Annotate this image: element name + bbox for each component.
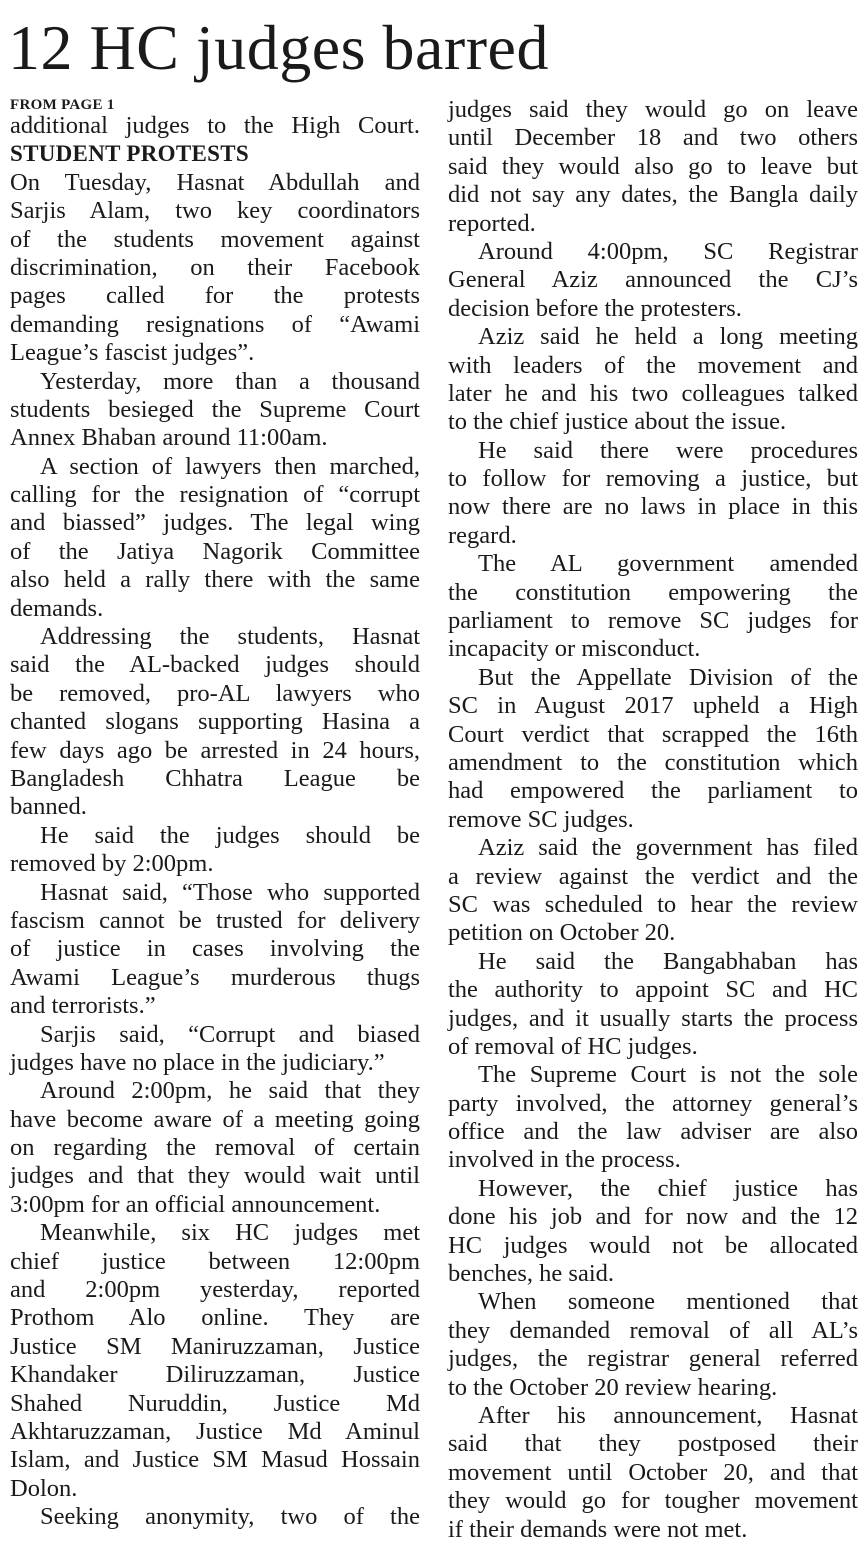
text-line: Court verdict that scrapped the 16th	[448, 720, 858, 748]
subhead: STUDENT PROTESTS	[10, 141, 249, 167]
text-line: movement until October 20, and that	[448, 1458, 858, 1486]
text-line: of removal of HC judges.	[448, 1032, 698, 1060]
text-line: A section of lawyers then marched,	[40, 452, 420, 480]
text-line: they would go for tougher movement	[448, 1487, 858, 1515]
text-line: banned.	[10, 793, 87, 821]
text-line: Hasnat said, “Those who supported	[40, 878, 420, 906]
text-line: Around 2:00pm, he said that they	[40, 1077, 420, 1105]
paragraph	[448, 1402, 858, 1544]
text-line: reported.	[448, 209, 536, 237]
text-line: few days ago be arrested in 24 hours,	[10, 736, 420, 764]
paragraph	[448, 96, 858, 238]
text-line: decision before the protesters.	[448, 294, 742, 322]
paragraph	[10, 623, 420, 822]
paragraphs	[448, 96, 858, 1544]
paragraph	[10, 1021, 420, 1078]
text-line: of the Jatiya Nagorik Committee	[10, 537, 420, 565]
paragraph	[10, 368, 420, 453]
text-line: on regarding the removal of certain	[10, 1134, 420, 1162]
text-line: discrimination, on their Facebook	[10, 253, 420, 281]
article-column-right	[448, 96, 858, 1544]
text-line: He said the Bangabhaban has	[478, 947, 858, 975]
text-line: have become aware of a meeting going	[10, 1105, 420, 1133]
text-line: Addressing the students, Hasnat	[40, 623, 420, 651]
text-line: demanding resignations of “Awami	[10, 310, 420, 338]
text-line: HC judges would not be allocated	[448, 1231, 858, 1259]
text-line: the constitution empowering the	[448, 578, 858, 606]
text-line: judges, the registrar general referred	[448, 1345, 858, 1373]
text-line: But the Appellate Division of the	[478, 663, 858, 691]
text-line: said the AL-backed judges should	[10, 651, 420, 679]
text-line: and biassed” judges. The legal wing	[10, 509, 420, 537]
paragraph	[10, 169, 420, 368]
text-line: benches, he said.	[448, 1260, 614, 1288]
text-line: chief justice between 12:00pm	[10, 1247, 420, 1275]
text-line: Shahed Nuruddin, Justice Md	[10, 1389, 420, 1417]
text-line: did not say any dates, the Bangla daily	[448, 181, 858, 209]
text-line: judges and that they would wait until	[10, 1162, 420, 1190]
paragraph	[448, 323, 858, 437]
text-line: if their demands were not met.	[448, 1515, 748, 1543]
paragraph	[448, 437, 858, 551]
text-line: Sarjis said, “Corrupt and biased	[40, 1020, 420, 1048]
text-line: they demanded removal of all AL’s	[448, 1316, 858, 1344]
text-line: amendment to the constitution which	[448, 748, 858, 776]
text-line: pages called for the protests	[10, 282, 420, 310]
text-line: Khandaker Diliruzzaman, Justice	[10, 1361, 420, 1389]
text-line: Yesterday, more than a thousand	[40, 367, 420, 395]
paragraph	[10, 1503, 420, 1531]
text-line: General Aziz announced the CJ’s	[448, 266, 858, 294]
text-line: with leaders of the movement and	[448, 351, 858, 379]
text-line: of justice in cases involving the	[10, 935, 420, 963]
text-line: When someone mentioned that	[478, 1288, 858, 1316]
text-line: Dolon.	[10, 1474, 78, 1502]
text-line: to the chief justice about the issue.	[448, 408, 787, 436]
from-page-label: FROM PAGE 1	[10, 97, 115, 113]
paragraph	[10, 453, 420, 623]
paragraph	[448, 550, 858, 664]
text-line: office and the law adviser are also	[448, 1118, 858, 1146]
paragraph	[448, 664, 858, 834]
paragraph	[10, 879, 420, 1021]
text-line: Seeking anonymity, two of the	[40, 1503, 420, 1531]
text-line: Meanwhile, six HC judges met	[40, 1219, 420, 1247]
text-line: later he and his two colleagues talked	[448, 379, 858, 407]
text-line: chanted slogans supporting Hasina a	[10, 708, 420, 736]
text-line: After his announcement, Hasnat	[478, 1401, 858, 1429]
text-line: On Tuesday, Hasnat Abdullah and	[10, 168, 420, 196]
text-line: League’s fascist judges”.	[10, 339, 255, 367]
text-line: He said the judges should be	[40, 821, 420, 849]
text-line: to follow for removing a justice, but	[448, 465, 858, 493]
text-line: regard.	[448, 521, 517, 549]
text-line: Awami League’s murderous thugs	[10, 963, 420, 991]
text-line: He said there were procedures	[478, 436, 858, 464]
text-line: calling for the resignation of “corrupt	[10, 481, 420, 509]
text-line: Akhtaruzzaman, Justice Md Aminul	[10, 1417, 420, 1445]
text-line: removed by 2:00pm.	[10, 850, 214, 878]
text-line: judges, and it usually starts the process	[448, 1004, 858, 1032]
text-line: the authority to appoint SC and HC	[448, 976, 858, 1004]
text-line: judges said they would go on leave	[448, 96, 858, 123]
text-line: Annex Bhaban around 11:00am.	[10, 424, 328, 452]
text-line: said that they postposed their	[448, 1430, 858, 1458]
text-line: SC was scheduled to hear the review	[448, 890, 858, 918]
text-line: until December 18 and two others	[448, 124, 858, 152]
paragraph	[448, 1061, 858, 1175]
headline: 12 HC judges barred	[8, 12, 549, 83]
text-line: and 2:00pm yesterday, reported	[10, 1276, 420, 1304]
text-line: Aziz said he held a long meeting	[478, 323, 858, 351]
paragraph	[10, 1077, 420, 1219]
text-line: of the students movement against	[10, 225, 420, 253]
text-line: Sarjis Alam, two key coordinators	[10, 197, 420, 225]
paragraph	[448, 834, 858, 948]
paragraph	[448, 948, 858, 1062]
text-line: The AL government amended	[478, 550, 858, 578]
paragraph	[448, 1288, 858, 1402]
text-line: done his job and for now and the 12	[448, 1203, 858, 1231]
text-line: said they would also go to leave but	[448, 152, 858, 180]
text-line: judges have no place in the judiciary.”	[10, 1048, 385, 1076]
text-line: also held a rally there with the same	[10, 566, 420, 594]
text-line: 3:00pm for an official announcement.	[10, 1190, 381, 1218]
paragraph	[448, 238, 858, 323]
text-line: petition on October 20.	[448, 919, 676, 947]
text-line: remove SC judges.	[448, 805, 634, 833]
text-line: and terrorists.”	[10, 992, 156, 1020]
text-line: SC in August 2017 upheld a High	[448, 692, 858, 720]
text-line: party involved, the attorney general’s	[448, 1089, 858, 1117]
text-line: Justice SM Maniruzzaman, Justice	[10, 1332, 420, 1360]
text-line: demands.	[10, 594, 104, 622]
article-column-left	[10, 96, 420, 1532]
text-line: fascism cannot be trusted for delivery	[10, 906, 420, 934]
text-line: now there are no laws in place in this	[448, 493, 858, 521]
text-line: Bangladesh Chhatra League be	[10, 764, 420, 792]
paragraph	[448, 1175, 858, 1289]
text-line: students besieged the Supreme Court	[10, 395, 420, 423]
text-line: Aziz said the government has filed	[478, 834, 858, 862]
text-line: However, the chief justice has	[478, 1174, 858, 1202]
paragraph	[10, 1219, 420, 1503]
text-line: a review against the verdict and the	[448, 862, 858, 890]
text-line: Prothom Alo online. They are	[10, 1304, 420, 1332]
text-line: involved in the process.	[448, 1146, 681, 1174]
text-line: The Supreme Court is not the sole	[478, 1061, 858, 1089]
text-line: incapacity or misconduct.	[448, 635, 701, 663]
paragraphs	[10, 169, 420, 1532]
text-line: parliament to remove SC judges for	[448, 607, 858, 635]
text-line: to the October 20 review hearing.	[448, 1373, 778, 1401]
text-line: Around 4:00pm, SC Registrar	[478, 237, 858, 265]
lead-line: additional judges to the High Court.	[10, 112, 420, 139]
text-line: be removed, pro-AL lawyers who	[10, 679, 420, 707]
text-line: had empowered the parliament to	[448, 777, 858, 805]
text-line: Islam, and Justice SM Masud Hossain	[10, 1446, 420, 1474]
paragraph	[10, 822, 420, 879]
